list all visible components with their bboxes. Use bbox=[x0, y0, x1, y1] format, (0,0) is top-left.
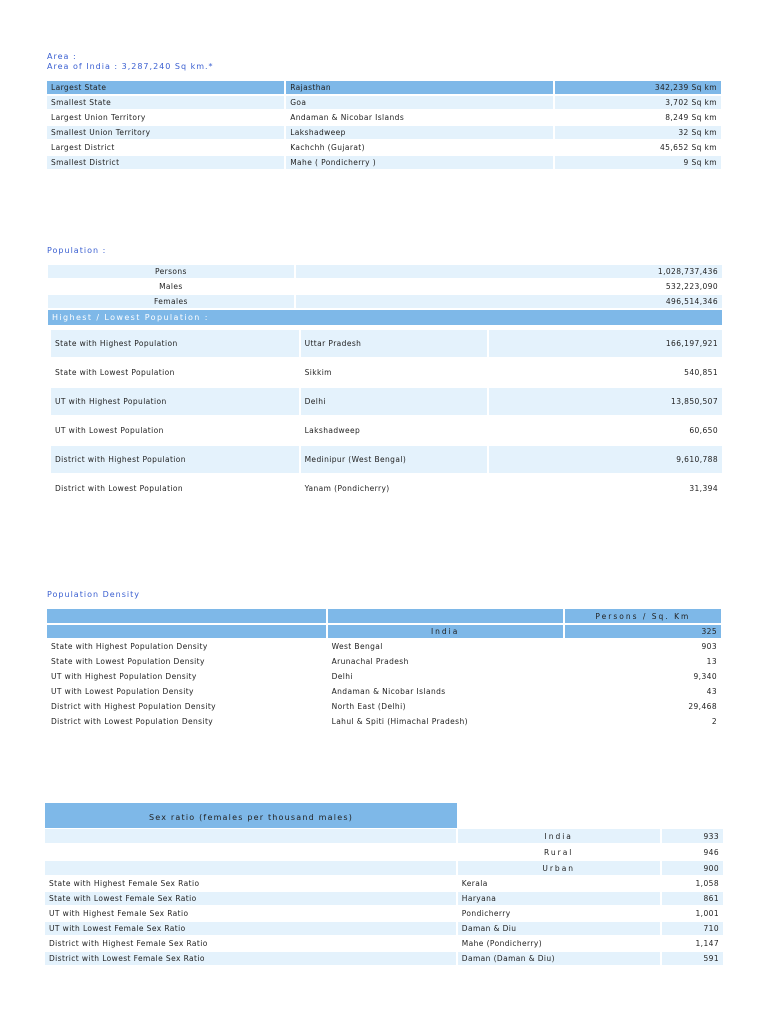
population-place: Yanam (Pondicherry) bbox=[304, 484, 390, 493]
table-row bbox=[51, 330, 722, 357]
sex-ratio-value: 1,147 bbox=[695, 939, 719, 948]
density-value: 29,468 bbox=[688, 702, 717, 711]
density-label: District with Highest Population Density bbox=[51, 702, 217, 711]
population-value: 31,394 bbox=[689, 484, 718, 493]
population-label: District with Lowest Population bbox=[55, 484, 184, 493]
table-row bbox=[51, 388, 722, 415]
table-row bbox=[47, 640, 721, 653]
empty-cell bbox=[45, 845, 456, 859]
sex-ratio-value: 861 bbox=[703, 894, 719, 903]
density-label: State with Highest Population Density bbox=[51, 642, 208, 651]
table-row bbox=[45, 922, 723, 935]
sex-ratio-place: Mahe (Pondicherry) bbox=[461, 939, 543, 948]
density-place: West Bengal bbox=[331, 642, 383, 651]
density-place: Arunachal Pradesh bbox=[331, 657, 409, 666]
density-label: District with Lowest Population Density bbox=[51, 717, 214, 726]
population-label: District with Highest Population bbox=[55, 455, 186, 464]
population-total-value: 532,223,090 bbox=[665, 282, 718, 291]
table-row bbox=[51, 417, 722, 444]
density-table bbox=[45, 607, 723, 730]
population-place: Uttar Pradesh bbox=[304, 339, 362, 348]
area-label: Largest District bbox=[51, 143, 115, 152]
area-place: Mahe ( Pondicherry ) bbox=[290, 158, 377, 167]
density-place: Andaman & Nicobar Islands bbox=[331, 687, 446, 696]
population-value: 60,650 bbox=[689, 426, 718, 435]
population-label: UT with Lowest Population bbox=[55, 426, 164, 435]
density-india-label: India bbox=[430, 627, 460, 636]
table-row bbox=[45, 892, 723, 905]
population-subheading: Highest / Lowest Population : bbox=[52, 313, 209, 322]
sex-ratio-total-value: 900 bbox=[703, 863, 719, 873]
density-label: UT with Lowest Population Density bbox=[51, 687, 194, 696]
table-row bbox=[48, 265, 722, 278]
population-value: 9,610,788 bbox=[676, 455, 718, 464]
empty-header-cell bbox=[328, 609, 563, 623]
sex-ratio-place: Kerala bbox=[461, 879, 488, 888]
density-place: North East (Delhi) bbox=[331, 702, 406, 711]
area-place: Lakshadweep bbox=[290, 128, 346, 137]
sex-ratio-value: 1,058 bbox=[695, 879, 719, 888]
sex-ratio-total-value: 946 bbox=[703, 847, 719, 857]
sex-ratio-label: UT with Highest Female Sex Ratio bbox=[49, 909, 189, 918]
area-label: Largest Union Territory bbox=[51, 113, 146, 122]
area-value: 8,249 Sq km bbox=[665, 113, 717, 122]
population-label: State with Highest Population bbox=[55, 339, 178, 348]
sex-ratio-label: District with Lowest Female Sex Ratio bbox=[49, 954, 205, 963]
population-total-label: Females bbox=[153, 297, 188, 306]
area-place: Andaman & Nicobar Islands bbox=[290, 113, 405, 122]
area-title: Area : bbox=[47, 52, 77, 61]
area-value: 32 Sq km bbox=[678, 128, 717, 137]
population-label: State with Lowest Population bbox=[55, 368, 175, 377]
table-row bbox=[51, 475, 722, 502]
sex-ratio-total-label: Rural bbox=[544, 847, 574, 857]
area-place: Goa bbox=[290, 98, 307, 107]
table-row bbox=[45, 845, 723, 859]
density-value: 903 bbox=[701, 642, 717, 651]
table-row bbox=[48, 280, 722, 293]
table-row bbox=[47, 156, 721, 169]
population-totals-table bbox=[46, 263, 724, 327]
empty-header-cell bbox=[47, 625, 326, 638]
table-row bbox=[47, 700, 721, 713]
population-total-label: Persons bbox=[154, 267, 187, 276]
table-row bbox=[51, 359, 722, 386]
area-label: Smallest District bbox=[51, 158, 120, 167]
table-row bbox=[45, 907, 723, 920]
sex-ratio-label: State with Lowest Female Sex Ratio bbox=[49, 894, 197, 903]
sex-ratio-header-text: Sex ratio (females per thousand males) bbox=[148, 813, 354, 822]
area-place: Kachchh (Gujarat) bbox=[290, 143, 365, 152]
area-label: Smallest State bbox=[51, 98, 112, 107]
sex-ratio-place: Haryana bbox=[461, 894, 497, 903]
sex-ratio-total-label: Urban bbox=[542, 863, 576, 873]
density-india-value: 325 bbox=[701, 627, 717, 636]
population-label: UT with Highest Population bbox=[55, 397, 167, 406]
population-value: 540,851 bbox=[684, 368, 718, 377]
sex-ratio-place: Pondicherry bbox=[461, 909, 511, 918]
table-row bbox=[47, 126, 721, 139]
area-value: 45,652 Sq km bbox=[660, 143, 717, 152]
area-place: Rajasthan bbox=[290, 83, 332, 92]
area-of-india: Area of India : 3,287,240 Sq km.* bbox=[47, 62, 214, 71]
density-heading: Population Density bbox=[47, 590, 140, 599]
sex-ratio-place: Daman & Diu bbox=[461, 924, 517, 933]
population-value: 166,197,921 bbox=[665, 339, 718, 348]
population-place: Sikkim bbox=[304, 368, 332, 377]
table-row bbox=[48, 310, 722, 325]
sex-ratio-total-value: 933 bbox=[703, 831, 719, 841]
table-row bbox=[47, 625, 721, 638]
sex-ratio-value: 710 bbox=[703, 924, 719, 933]
table-row bbox=[48, 295, 722, 308]
density-value: 43 bbox=[706, 687, 717, 696]
table-row bbox=[47, 655, 721, 668]
sex-ratio-label: State with Highest Female Sex Ratio bbox=[49, 879, 200, 888]
population-total-value: 496,514,346 bbox=[665, 297, 718, 306]
density-place: Delhi bbox=[331, 672, 353, 681]
table-row bbox=[47, 670, 721, 683]
density-value: 2 bbox=[711, 717, 717, 726]
table-row bbox=[47, 715, 721, 728]
area-label: Largest State bbox=[51, 83, 107, 92]
table-row bbox=[45, 861, 723, 875]
density-label: State with Lowest Population Density bbox=[51, 657, 205, 666]
area-value: 3,702 Sq km bbox=[665, 98, 717, 107]
table-row bbox=[47, 685, 721, 698]
empty-cell bbox=[45, 861, 456, 875]
sex-ratio-label: UT with Lowest Female Sex Ratio bbox=[49, 924, 186, 933]
population-extremes-table bbox=[49, 328, 724, 504]
area-heading bbox=[47, 52, 214, 72]
population-place: Lakshadweep bbox=[304, 426, 361, 435]
sex-ratio-value: 591 bbox=[703, 954, 719, 963]
table-row bbox=[45, 937, 723, 950]
sex-ratio-header bbox=[45, 803, 457, 828]
table-row bbox=[47, 81, 721, 94]
density-unit-header: Persons / Sq. Km bbox=[595, 611, 691, 621]
population-place: Medinipur (West Bengal) bbox=[304, 455, 407, 464]
empty-cell bbox=[45, 829, 456, 843]
table-row bbox=[45, 952, 723, 965]
area-value: 342,239 Sq km bbox=[654, 83, 717, 92]
table-row bbox=[51, 446, 722, 473]
population-value: 13,850,507 bbox=[671, 397, 718, 406]
sex-ratio-place: Daman (Daman & Diu) bbox=[461, 954, 555, 963]
population-total-label: Males bbox=[159, 282, 183, 291]
population-place: Delhi bbox=[304, 397, 326, 406]
population-total-value: 1,028,737,436 bbox=[657, 267, 718, 276]
area-label: Smallest Union Territory bbox=[51, 128, 151, 137]
table-row bbox=[45, 877, 723, 890]
sex-ratio-value: 1,001 bbox=[695, 909, 719, 918]
sex-ratio-table bbox=[43, 827, 725, 967]
table-row bbox=[47, 111, 721, 124]
sex-ratio-total-label: India bbox=[544, 831, 573, 841]
empty-header-cell bbox=[47, 609, 326, 623]
density-label: UT with Highest Population Density bbox=[51, 672, 197, 681]
area-value: 9 Sq km bbox=[683, 158, 717, 167]
table-row bbox=[47, 96, 721, 109]
density-value: 13 bbox=[706, 657, 717, 666]
table-row bbox=[47, 141, 721, 154]
population-heading: Population : bbox=[47, 246, 107, 255]
density-place: Lahul & Spiti (Himachal Pradesh) bbox=[331, 717, 468, 726]
table-row bbox=[47, 609, 721, 623]
density-value: 9,340 bbox=[693, 672, 717, 681]
table-row bbox=[45, 829, 723, 843]
area-table bbox=[45, 79, 723, 171]
sex-ratio-label: District with Highest Female Sex Ratio bbox=[49, 939, 208, 948]
